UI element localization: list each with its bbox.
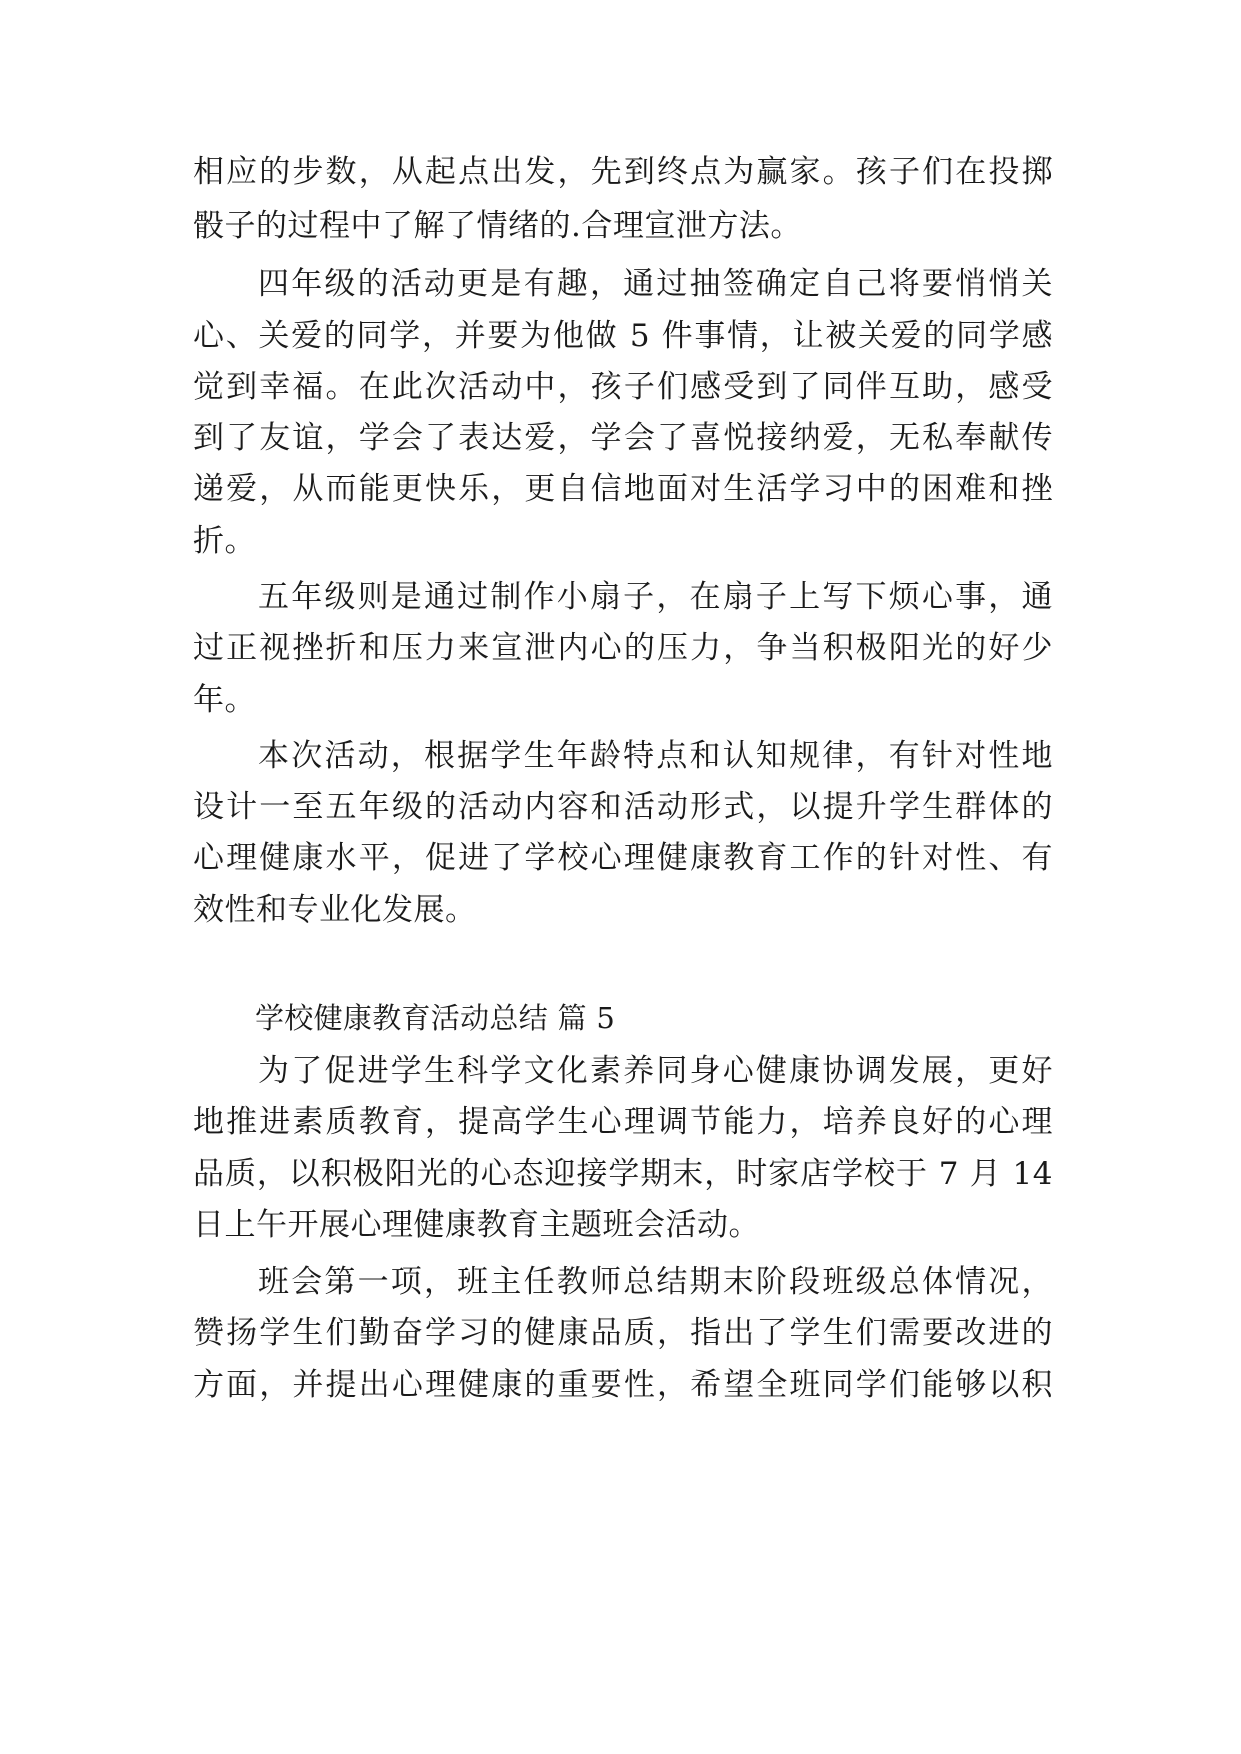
text-line: 赞扬学生们勤奋学习的健康品质，指出了学生们需要改进的 [193, 1315, 1053, 1351]
text-line: 年。 [193, 682, 256, 718]
paragraph-first-line: 五年级则是通过制作小扇子，在扇子上写下烦心事，通 [258, 579, 1053, 615]
paragraph-first-line: 班会第一项，班主任教师总结期末阶段班级总体情况， [258, 1264, 1053, 1300]
text-line: 日上午开展心理健康教育主题班会活动。 [193, 1207, 760, 1243]
paragraph-first-line: 四年级的活动更是有趣，通过抽签确定自己将要悄悄关 [258, 266, 1053, 302]
paragraph-first-line: 本次活动，根据学生年龄特点和认知规律，有针对性地 [258, 738, 1053, 774]
text-line: 地推进素质教育，提高学生心理调节能力，培养良好的心理 [193, 1104, 1053, 1140]
text-line: 到了友谊，学会了表达爱，学会了喜悦接纳爱，无私奉献传 [193, 420, 1053, 456]
text-line: 方面，并提出心理健康的重要性，希望全班同学们能够以积 [193, 1367, 1053, 1403]
text-line: 效性和专业化发展。 [193, 892, 477, 928]
text-line: 递爱，从而能更快乐，更自信地面对生活学习中的困难和挫 [193, 471, 1053, 507]
text-line: 折。 [193, 523, 256, 559]
text-line: 品质，以积极阳光的心态迎接学期末，时家店学校于 7 月 14 [193, 1156, 1053, 1192]
text-line: 相应的步数，从起点出发，先到终点为赢家。孩子们在投掷 [193, 154, 1053, 190]
paragraph-first-line: 为了促进学生科学文化素养同身心健康协调发展，更好 [258, 1053, 1053, 1089]
text-line: 心理健康水平，促进了学校心理健康教育工作的针对性、有 [193, 840, 1053, 876]
text-line: 心、关爱的同学，并要为他做 5 件事情，让被关爱的同学感 [193, 318, 1053, 354]
section-heading: 学校健康教育活动总结 篇 5 [255, 1001, 616, 1035]
text-line: 过正视挫折和压力来宣泄内心的压力，争当积极阳光的好少 [193, 630, 1053, 666]
text-line: 觉到幸福。在此次活动中，孩子们感受到了同伴互助，感受 [193, 369, 1053, 405]
text-line: 骰子的过程中了解了情绪的.合理宣泄方法。 [193, 208, 802, 244]
text-line: 设计一至五年级的活动内容和活动形式，以提升学生群体的 [193, 789, 1053, 825]
